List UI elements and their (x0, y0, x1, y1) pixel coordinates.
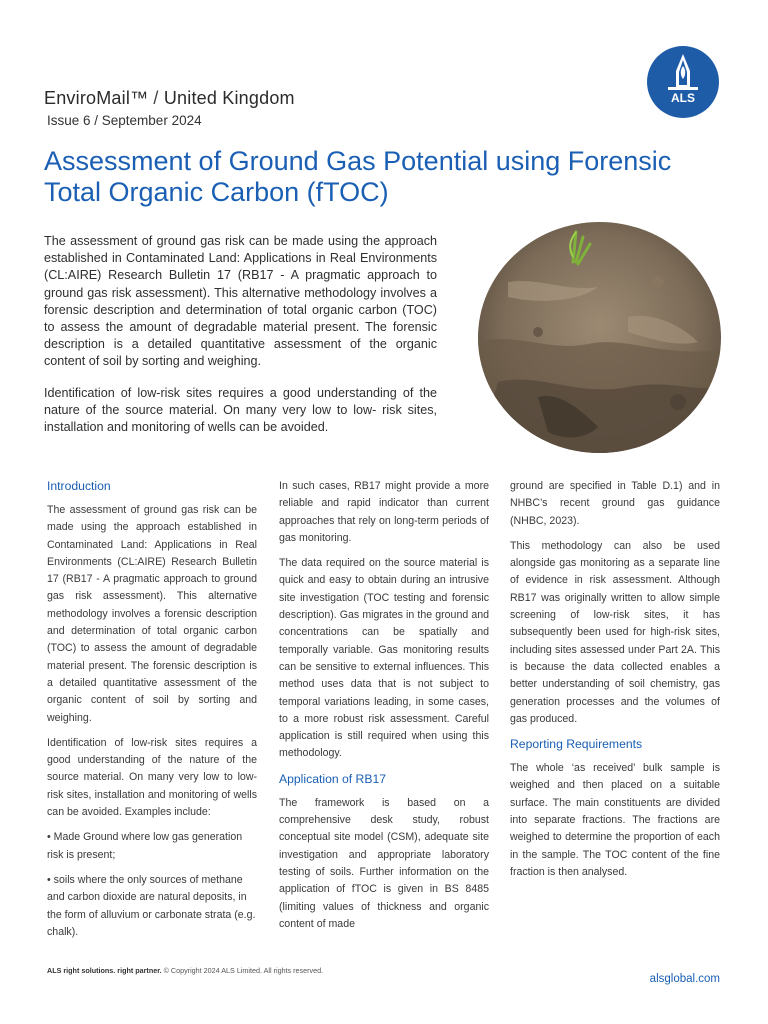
col1-bullet-1: • Made Ground where low gas generation risk is present; (47, 831, 243, 861)
heading-introduction: Introduction (47, 479, 111, 493)
intro-paragraph-2: Identification of low-risk sites requires a good understanding of the nature of the source material. On many very low to low- risk sites, installation and monitoring of wells can be avoided. (44, 385, 437, 435)
footer-tagline: ALS right solutions. right partner. (47, 966, 162, 975)
footer-copyright-text: © Copyright 2024 ALS Limited. All rights reserved. (161, 966, 324, 975)
soil-photo (478, 222, 721, 453)
col3-paragraph-1: ground are specified in Table D.1) and in NHBC’s recent ground gas guidance (NHBC, 2023). (510, 480, 720, 527)
heading-reporting-requirements: Reporting Requirements (510, 737, 643, 752)
col2-paragraph-3: The framework is based on a comprehensive desk study, robust conceptual site model (CSM), adequate site investigation and appropriate laboratory testing of soils. Further information on the application of fTOC is given in BS 8485 (limiting values of thickness and organic content of made (279, 796, 489, 930)
brand-separator: / (148, 88, 164, 108)
col3-paragraph-2: This methodology can also be used alongside gas monitoring as a separate line of evidence in risk assessment. Although RB17 was originally written to allow simple screening of low-risk sites, it has subsequently been used for high-risk sites, including sites assessed under Part 2A. This is because the data collected enables a better understanding of soil chemistry, gas generation processes and the volumes of gas produced. (510, 539, 720, 725)
col2-paragraph-2: The data required on the source material is quick and easy to obtain during an intrusive site investigation (TOC testing and forensic description). Gas migrates in the ground and concentrations can be spatially and temporally variable. Gas monitoring results can be sensitive to external influences. This method uses data that is not subject to temporal variations leading, in some cases, to a more robust risk assessment. Careful application is still required when using this methodology. (279, 557, 489, 760)
col3-paragraph-3: The whole ‘as received’ bulk sample is weighed and then placed on a suitable surface. The main constituents are divided into separate fractions. The fractions are weighed to determine the proportion of each in the sample. The TOC content of the fine fraction is then analysed. (510, 762, 720, 878)
region-name: United Kingdom (163, 88, 295, 108)
col1-paragraph-2: Identification of low-risk sites requires a good understanding of the nature of the source material. On many very low to low-risk sites, installation and monitoring of wells can be avoided. Examples include: (47, 736, 257, 819)
col2-paragraph-1: In such cases, RB17 might provide a more reliable and rapid indicator than current approaches that rely on long-term periods of gas monitoring. (279, 480, 489, 544)
heading-application-rb17: Application of RB17 (279, 771, 387, 786)
publication-name (44, 88, 295, 109)
col1-bullet-2: • soils where the only sources of methane and carbon dioxide are natural deposits, in the form of alluvium or carbonate strata (e.g. chalk). (47, 873, 256, 938)
issue-date: Issue 6 / September 2024 (47, 113, 202, 128)
brand-name: EnviroMail™ (44, 88, 149, 108)
intro-paragraph-1: The assessment of ground gas risk can be made using the approach established in Contaminated Land: Applications in Real Environments (CL:AIRE) Research Bulletin 17 (RB17 - A pragmatic approach to ground gas risk assessment). This alternative methodology involves a forensic description and determination of total organic carbon (TOC) to assess the amount of degradable material present. The forensic description is a detailed quantitative assessment of the organic content of soil by sorting and weighing. (44, 234, 437, 369)
website-link[interactable]: alsglobal.com (649, 973, 720, 985)
column-application (279, 478, 489, 941)
col1-paragraph-1: The assessment of ground gas risk can be made using the approach established in Contaminated Land: Applications in Real Environments (CL:AIRE) Research Bulletin 17 (RB17 - A pragmatic approach to ground gas risk assessment). This alternative methodology involves a forensic description and determination of total organic carbon (TOC) to assess the amount of degradable material present. The forensic description is a detailed quantitative assessment of the organic content of soil by sorting and weighing. (47, 504, 257, 724)
footer-copyright (47, 966, 323, 975)
als-logo (646, 45, 720, 119)
article-title: Assessment of Ground Gas Potential using Forensic Total Organic Carbon (fTOC) (44, 146, 672, 207)
column-introduction (47, 478, 257, 949)
column-reporting (510, 478, 720, 889)
intro-summary (44, 233, 437, 450)
logo-text: ALS (671, 91, 695, 105)
